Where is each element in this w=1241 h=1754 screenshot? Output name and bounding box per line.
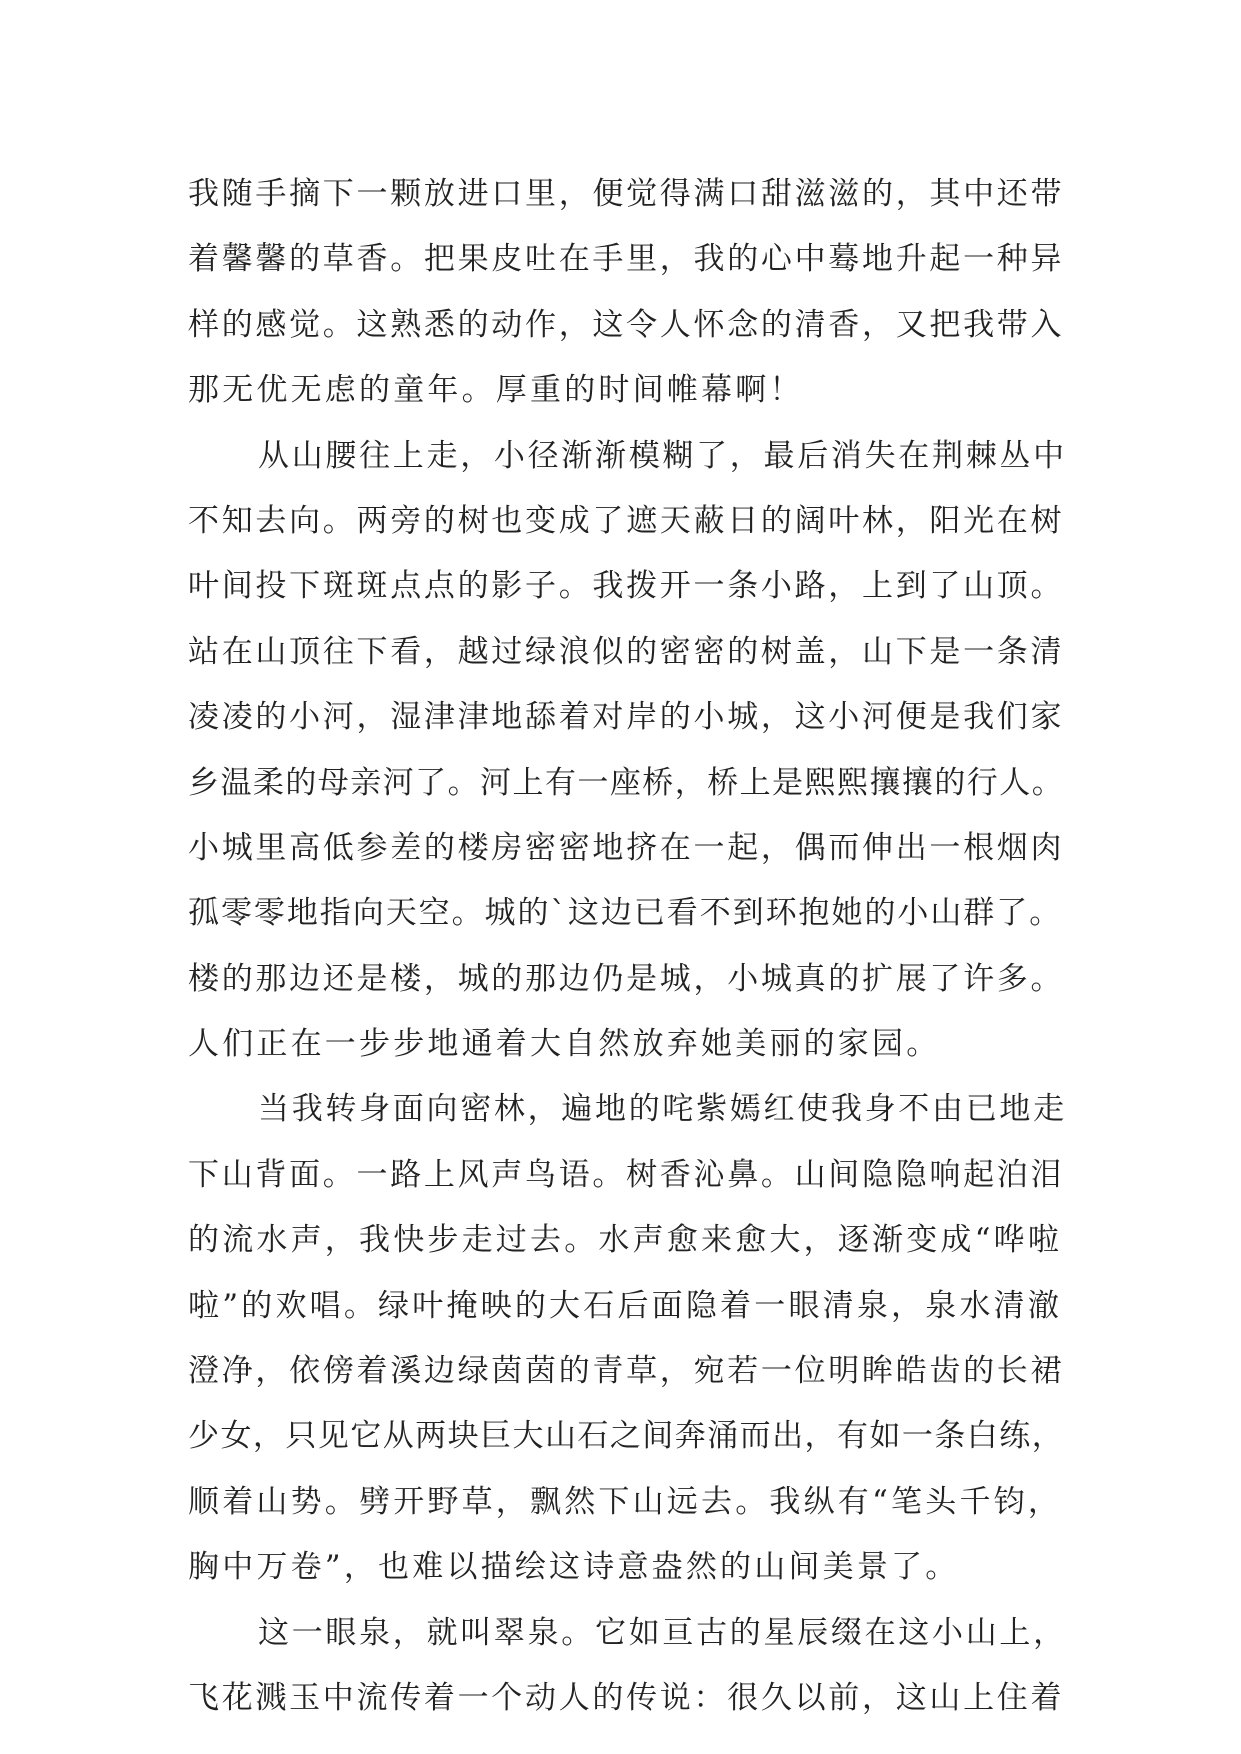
text-line: 小城里高低参差的楼房密密地挤在一起，偶而伸出一根烟肉	[188, 829, 1065, 866]
text-line: 人们正在一步步地通着大自然放弃她美丽的家园。	[188, 1026, 941, 1063]
text-line: 楼的那边还是楼，城的那边仍是城，小城真的扩展了许多。	[188, 960, 1065, 997]
text-line: 站在山顶往下看，越过绿浪似的密密的树盖，山下是一条清	[188, 633, 1065, 670]
text-line: 孤零零地指向天空。城的`这边已看不到环抱她的小山群了。	[188, 895, 1063, 932]
text-line: 的流水声，我快步走过去。水声愈来愈大，逐渐变成“哗啦	[188, 1222, 1063, 1259]
paragraph-start-line: 从山腰往上走，小径渐渐模糊了，最后消失在荆棘丛中	[258, 437, 1067, 474]
body-text	[188, 162, 1068, 1731]
text-line: 乡温柔的母亲河了。河上有一座桥，桥上是熙熙攘攘的行人。	[188, 764, 1065, 801]
text-line: 那无优无虑的童年。厚重的时间帷幕啊！	[188, 372, 804, 409]
text-line: 凌凌的小河，湿津津地舔着对岸的小城，这小河便是我们家	[188, 699, 1065, 736]
text-line: 我随手摘下一颗放进口里，便觉得满口甜滋滋的，其中还带	[188, 176, 1065, 212]
text-line: 下山背面。一路上风声鸟语。树香沁鼻。山间隐隐响起泊泪	[188, 1156, 1065, 1193]
text-line: 飞花溅玉中流传着一个动人的传说：很久以前，这山上住着	[188, 1679, 1065, 1716]
text-line: 样的感觉。这熟悉的动作，这令人怀念的清香，又把我带入	[188, 306, 1065, 343]
text-line: 澄净，依傍着溪边绿茵茵的青草，宛若一位明眸皓齿的长裙	[188, 1353, 1065, 1390]
text-line: 少女，只见它从两块巨大山石之间奔涌而出，有如一条白练，	[188, 1418, 1065, 1455]
text-line: 顺着山势。劈开野草，飘然下山远去。我纵有“笔头千钧，	[188, 1483, 1063, 1520]
paragraph-start-line: 这一眼泉，就叫翠泉。它如亘古的星辰缀在这小山上，	[258, 1614, 1067, 1651]
text-line: 啦”的欢唱。绿叶掩映的大石后面隐着一眼清泉，泉水清澈	[188, 1287, 1063, 1324]
paragraph-start-line: 当我转身面向密林，遍地的咤紫嫣红使我身不由已地走	[258, 1091, 1067, 1128]
text-line: 着馨馨的草香。把果皮吐在手里，我的心中蓦地升起一种异	[188, 241, 1065, 278]
text-line: 叶间投下斑斑点点的影子。我拨开一条小路，上到了山顶。	[188, 568, 1065, 605]
text-line: 不知去向。两旁的树也变成了遮天蔽日的阔叶林，阳光在树	[188, 502, 1065, 539]
text-line: 胸中万卷”，也难以描绘这诗意盎然的山间美景了。	[188, 1549, 960, 1586]
